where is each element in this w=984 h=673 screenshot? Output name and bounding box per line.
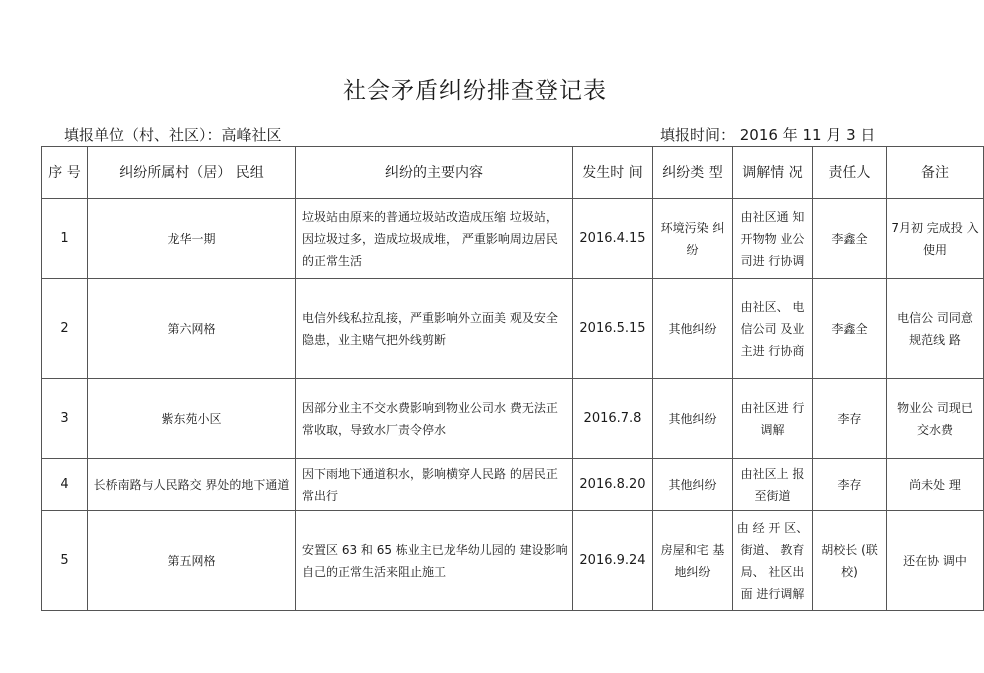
table-row	[42, 459, 984, 511]
row-type: 其他纠纷	[653, 459, 733, 511]
row-community: 第五网格	[88, 511, 296, 611]
row-content: 垃圾站由原来的普通垃圾站改造成压缩 垃圾站，因垃圾过多，造成垃圾成堆， 严重影响周边居民的正常生活	[296, 199, 573, 279]
form-title: 社会矛盾纠纷排查登记表	[343, 78, 607, 104]
row-index: 2	[42, 279, 88, 379]
row-community: 长桥南路与人民路交 界处的地下通道	[88, 459, 296, 511]
row-content: 电信外线私拉乱接，严重影响外立面美 观及安全隐患，业主赌气把外线剪断	[296, 279, 573, 379]
row-remark: 电信公 司同意 规范线 路	[887, 279, 984, 379]
row-responsible: 胡校长 (联校)	[813, 511, 887, 611]
row-responsible: 李存	[813, 459, 887, 511]
row-community: 紫东苑小区	[88, 379, 296, 459]
row-index: 3	[42, 379, 88, 459]
header-content: 纠纷的主要内容	[296, 147, 573, 199]
row-responsible: 李存	[813, 379, 887, 459]
header-responsible: 责任人	[813, 147, 887, 199]
row-index: 1	[42, 199, 88, 279]
row-type: 其他纠纷	[653, 379, 733, 459]
row-content: 因部分业主不交水费影响到物业公司水 费无法正常收取，导致水厂责令停水	[296, 379, 573, 459]
header-index: 序 号	[42, 147, 88, 199]
row-mediation: 由社区通 知开物物 业公司进 行协调	[733, 199, 813, 279]
dispute-register-table	[41, 146, 984, 611]
row-content: 安置区 63 和 65 栋业主已龙华幼儿园的 建设影响自己的正常生活来阻止施工	[296, 511, 573, 611]
row-time: 2016.5.15	[573, 279, 653, 379]
row-type: 其他纠纷	[653, 279, 733, 379]
table-row	[42, 199, 984, 279]
row-responsible: 李鑫全	[813, 199, 887, 279]
row-index: 4	[42, 459, 88, 511]
table-row	[42, 379, 984, 459]
row-remark: 尚未处 理	[887, 459, 984, 511]
table-header-row	[42, 147, 984, 199]
table-row	[42, 511, 984, 611]
header-community: 纠纷所属村（居） 民组	[88, 147, 296, 199]
row-time: 2016.7.8	[573, 379, 653, 459]
row-content: 因下雨地下通道积水，影响横穿人民路 的居民正常出行	[296, 459, 573, 511]
header-mediation: 调解情 况	[733, 147, 813, 199]
row-type: 环境污染 纠纷	[653, 199, 733, 279]
row-mediation: 由 经 开 区、街道、 教育局、 社区出面 进行调解	[733, 511, 813, 611]
row-type: 房屋和宅 基地纠纷	[653, 511, 733, 611]
row-time: 2016.8.20	[573, 459, 653, 511]
header-remark: 备注	[887, 147, 984, 199]
row-index: 5	[42, 511, 88, 611]
report-time: 填报时间： 2016 年 11 月 3 日	[660, 126, 876, 144]
row-remark: 还在协 调中	[887, 511, 984, 611]
row-remark: 7月初 完成投 入使用	[887, 199, 984, 279]
row-responsible: 李鑫全	[813, 279, 887, 379]
row-mediation: 由社区上 报至街道	[733, 459, 813, 511]
row-community: 龙华一期	[88, 199, 296, 279]
row-remark: 物业公 司现已 交水费	[887, 379, 984, 459]
row-mediation: 由社区进 行调解	[733, 379, 813, 459]
row-mediation: 由社区、 电信公司 及业主进 行协商	[733, 279, 813, 379]
row-time: 2016.4.15	[573, 199, 653, 279]
row-time: 2016.9.24	[573, 511, 653, 611]
table-row	[42, 279, 984, 379]
report-unit: 填报单位（村、社区）：高峰社区	[64, 126, 282, 144]
row-community: 第六网格	[88, 279, 296, 379]
header-time: 发生时 间	[573, 147, 653, 199]
header-type: 纠纷类 型	[653, 147, 733, 199]
